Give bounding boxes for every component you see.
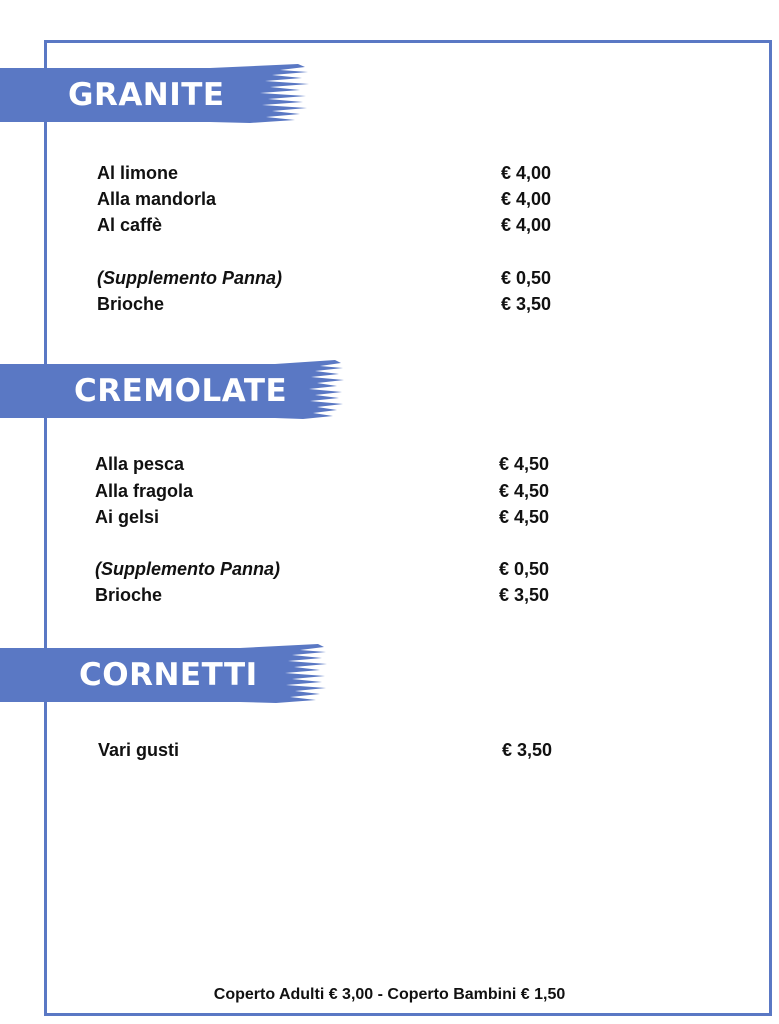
- item-name: Alla fragola: [95, 481, 194, 501]
- item-name: Vari gusti: [98, 740, 180, 760]
- item-name: Ai gelsi: [95, 507, 160, 527]
- item-name: Alla mandorla: [97, 189, 217, 209]
- item-price: € 0,50: [501, 268, 552, 288]
- section-title: GRANITE: [68, 77, 225, 113]
- cover-charge-note: Coperto Adulti € 3,00 - Coperto Bambini € 1,50: [213, 986, 566, 1003]
- item-price: € 4,00: [501, 163, 552, 183]
- item-name: (Supplemento Panna): [95, 559, 281, 579]
- item-price: € 4,50: [499, 481, 550, 501]
- section-banner-cornetti: [0, 648, 330, 702]
- section-banner-cremolate: [0, 364, 345, 418]
- item-price: € 4,00: [501, 189, 552, 209]
- item-name: Al caffè: [97, 215, 163, 235]
- item-price: € 3,50: [501, 294, 552, 314]
- item-price: € 3,50: [502, 740, 553, 760]
- item-price: € 4,50: [499, 507, 550, 527]
- brush-stroke-icon: [210, 64, 310, 126]
- item-name: Brioche: [97, 294, 165, 314]
- item-name: Brioche: [95, 585, 163, 605]
- item-price: € 3,50: [499, 585, 550, 605]
- item-name: (Supplemento Panna): [97, 268, 283, 288]
- item-name: Al limone: [97, 163, 179, 183]
- item-name: Alla pesca: [95, 454, 185, 474]
- section-title: CREMOLATE: [74, 373, 288, 409]
- section-banner-granite: [0, 68, 310, 122]
- item-price: € 4,00: [501, 215, 552, 235]
- section-title: CORNETTI: [79, 657, 258, 693]
- menu-frame: [44, 40, 772, 1016]
- item-price: € 0,50: [499, 559, 550, 579]
- item-price: € 4,50: [499, 454, 550, 474]
